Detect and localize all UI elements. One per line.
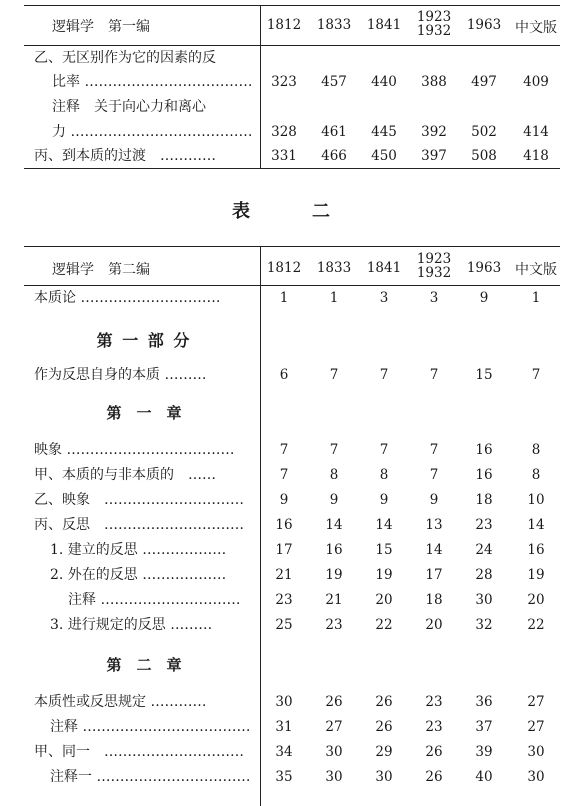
cell-value: 440: [371, 74, 397, 90]
row-label: 甲、同一 …………………………: [34, 744, 244, 760]
row-label: 2. 外在的反思 ………………: [50, 567, 227, 583]
cell-value: 7: [279, 467, 289, 483]
cell-value: 418: [523, 148, 549, 164]
table-row: [24, 765, 560, 789]
table-row: [24, 588, 560, 612]
cell-value: 331: [271, 148, 297, 164]
cell-value: 10: [527, 492, 545, 508]
cell-value: 8: [531, 442, 541, 458]
cell-value: 21: [275, 567, 293, 583]
table-row: [24, 715, 560, 739]
cell-value: 392: [421, 124, 447, 140]
table-row: [24, 563, 560, 587]
cell-value: 16: [475, 442, 493, 458]
cell-value: 23: [325, 617, 343, 633]
column-header: 中文版: [515, 20, 557, 36]
cell-value: 13: [425, 517, 443, 533]
cell-value: 35: [275, 769, 293, 785]
cell-value: 20: [375, 592, 393, 608]
cell-value: 7: [329, 442, 339, 458]
table-row: [24, 538, 560, 562]
cell-value: 32: [475, 617, 493, 633]
cell-value: 26: [425, 769, 443, 785]
cell-value: 409: [523, 74, 549, 90]
section-heading: 第 一 章: [106, 404, 182, 422]
cell-value: 9: [379, 492, 389, 508]
cell-value: 30: [527, 744, 545, 760]
cell-value: 14: [325, 517, 343, 533]
row-label: 甲、本质的与非本质的 ……: [34, 467, 216, 483]
section-heading: 第 二 章: [106, 656, 182, 674]
row-label: 注释 关于向心力和离心: [52, 99, 206, 115]
cell-value: 31: [275, 719, 293, 735]
cell-value: 450: [371, 148, 397, 164]
table-row: [24, 70, 560, 94]
cell-value: 30: [275, 694, 293, 710]
cell-value: 20: [425, 617, 443, 633]
cell-value: 15: [375, 542, 393, 558]
table-two: [24, 246, 560, 806]
cell-value: 7: [379, 367, 389, 383]
cell-value: 9: [329, 492, 339, 508]
cell-value: 9: [479, 290, 489, 306]
cell-value: 7: [531, 367, 541, 383]
cell-value: 21: [325, 592, 343, 608]
cell-value: 26: [375, 694, 393, 710]
cell-value: 388: [421, 74, 447, 90]
cell-value: 26: [425, 744, 443, 760]
cell-value: 40: [475, 769, 493, 785]
table-row: [24, 363, 560, 387]
cell-value: 39: [475, 744, 493, 760]
row-label: 作为反思自身的本质 ………: [34, 367, 207, 383]
cell-value: 23: [275, 592, 293, 608]
cell-value: 22: [375, 617, 393, 633]
column-header: 1923 1932: [416, 251, 452, 281]
cell-value: 34: [275, 744, 293, 760]
row-label: 注释一 ……………………………: [50, 769, 251, 785]
cell-value: 26: [375, 719, 393, 735]
cell-value: 8: [531, 467, 541, 483]
row-label: 3. 进行规定的反思 ………: [50, 617, 213, 633]
column-header: 1841: [366, 260, 402, 276]
cell-value: 7: [329, 367, 339, 383]
cell-value: 1: [531, 290, 541, 306]
cell-value: 30: [475, 592, 493, 608]
table-two-header: 逻辑学 第二编: [52, 262, 150, 278]
cell-value: 7: [429, 367, 439, 383]
table-row: [24, 286, 560, 310]
cell-value: 7: [279, 442, 289, 458]
cell-value: 19: [325, 567, 343, 583]
row-label: 映象 ………………………………: [34, 442, 235, 458]
column-header: 1963: [466, 260, 502, 276]
cell-value: 1: [329, 290, 339, 306]
cell-value: 23: [475, 517, 493, 533]
cell-value: 328: [271, 124, 297, 140]
table-row: [24, 488, 560, 512]
table-row: [24, 144, 560, 168]
table-row: [24, 46, 560, 70]
cell-value: 25: [275, 617, 293, 633]
cell-value: 14: [425, 542, 443, 558]
cell-value: 24: [475, 542, 493, 558]
row-label: 本质论 …………………………: [34, 290, 221, 306]
table-row: [24, 95, 560, 119]
cell-value: 414: [523, 124, 549, 140]
cell-value: 37: [475, 719, 493, 735]
cell-value: 7: [379, 442, 389, 458]
cell-value: 14: [527, 517, 545, 533]
cell-value: 15: [475, 367, 493, 383]
table-one-top-rule: [24, 5, 560, 6]
cell-value: 397: [421, 148, 447, 164]
row-label: 丙、反思 …………………………: [34, 517, 244, 533]
column-header: 1812: [266, 17, 302, 33]
cell-value: 36: [475, 694, 493, 710]
cell-value: 3: [429, 290, 439, 306]
row-label: 力 …………………………………: [52, 124, 253, 140]
table-row: [24, 513, 560, 537]
cell-value: 27: [325, 719, 343, 735]
table-row: [24, 463, 560, 487]
table-row: [24, 120, 560, 144]
table-row: [24, 613, 560, 637]
cell-value: 497: [471, 74, 497, 90]
cell-value: 18: [475, 492, 493, 508]
cell-value: 26: [325, 694, 343, 710]
table-row: [24, 438, 560, 462]
row-label: 注释 ………………………………: [50, 719, 251, 735]
cell-value: 3: [379, 290, 389, 306]
row-label: 本质性或反思规定 …………: [34, 694, 207, 710]
cell-value: 19: [527, 567, 545, 583]
column-header: 1963: [466, 17, 502, 33]
cell-value: 461: [321, 124, 347, 140]
cell-value: 1: [279, 290, 289, 306]
column-header: 1923 1932: [416, 9, 452, 39]
cell-value: 18: [425, 592, 443, 608]
cell-value: 16: [475, 467, 493, 483]
column-header: 1812: [266, 260, 302, 276]
cell-value: 6: [279, 367, 289, 383]
column-header: 1833: [316, 260, 352, 276]
cell-value: 8: [379, 467, 389, 483]
cell-value: 30: [325, 769, 343, 785]
cell-value: 457: [321, 74, 347, 90]
cell-value: 27: [527, 719, 545, 735]
column-header: 1833: [316, 17, 352, 33]
cell-value: 17: [425, 567, 443, 583]
row-label: 1. 建立的反思 ………………: [50, 542, 227, 558]
section-heading: 第 一 部 分: [96, 331, 192, 350]
row-label: 乙、映象 …………………………: [34, 492, 244, 508]
table-one: [24, 0, 560, 170]
row-label: 注释 …………………………: [68, 592, 241, 608]
cell-value: 9: [429, 492, 439, 508]
cell-value: 323: [271, 74, 297, 90]
row-label: 乙、无区别作为它的因素的反: [34, 50, 216, 66]
row-label: 丙、到本质的过渡 …………: [34, 148, 216, 164]
column-header: 中文版: [515, 262, 557, 278]
cell-value: 7: [429, 442, 439, 458]
table-one-bottom-rule: [24, 168, 560, 169]
cell-value: 28: [475, 567, 493, 583]
table-two-top-rule: [24, 246, 560, 247]
cell-value: 7: [429, 467, 439, 483]
table-row: [24, 690, 560, 714]
cell-value: 22: [527, 617, 545, 633]
cell-value: 19: [375, 567, 393, 583]
cell-value: 466: [321, 148, 347, 164]
cell-value: 502: [471, 124, 497, 140]
cell-value: 445: [371, 124, 397, 140]
cell-value: 27: [527, 694, 545, 710]
cell-value: 30: [325, 744, 343, 760]
cell-value: 16: [527, 542, 545, 558]
cell-value: 16: [275, 517, 293, 533]
cell-value: 23: [425, 719, 443, 735]
cell-value: 30: [527, 769, 545, 785]
column-header: 1841: [366, 17, 402, 33]
cell-value: 8: [329, 467, 339, 483]
cell-value: 508: [471, 148, 497, 164]
table-row: [24, 740, 560, 764]
table-two-title: 表 二: [232, 201, 352, 222]
cell-value: 29: [375, 744, 393, 760]
cell-value: 30: [375, 769, 393, 785]
row-label: 比率 ………………………………: [52, 74, 253, 90]
cell-value: 23: [425, 694, 443, 710]
cell-value: 9: [279, 492, 289, 508]
table-one-header: 逻辑学 第一编: [52, 19, 150, 35]
cell-value: 16: [325, 542, 343, 558]
cell-value: 20: [527, 592, 545, 608]
cell-value: 14: [375, 517, 393, 533]
cell-value: 17: [275, 542, 293, 558]
